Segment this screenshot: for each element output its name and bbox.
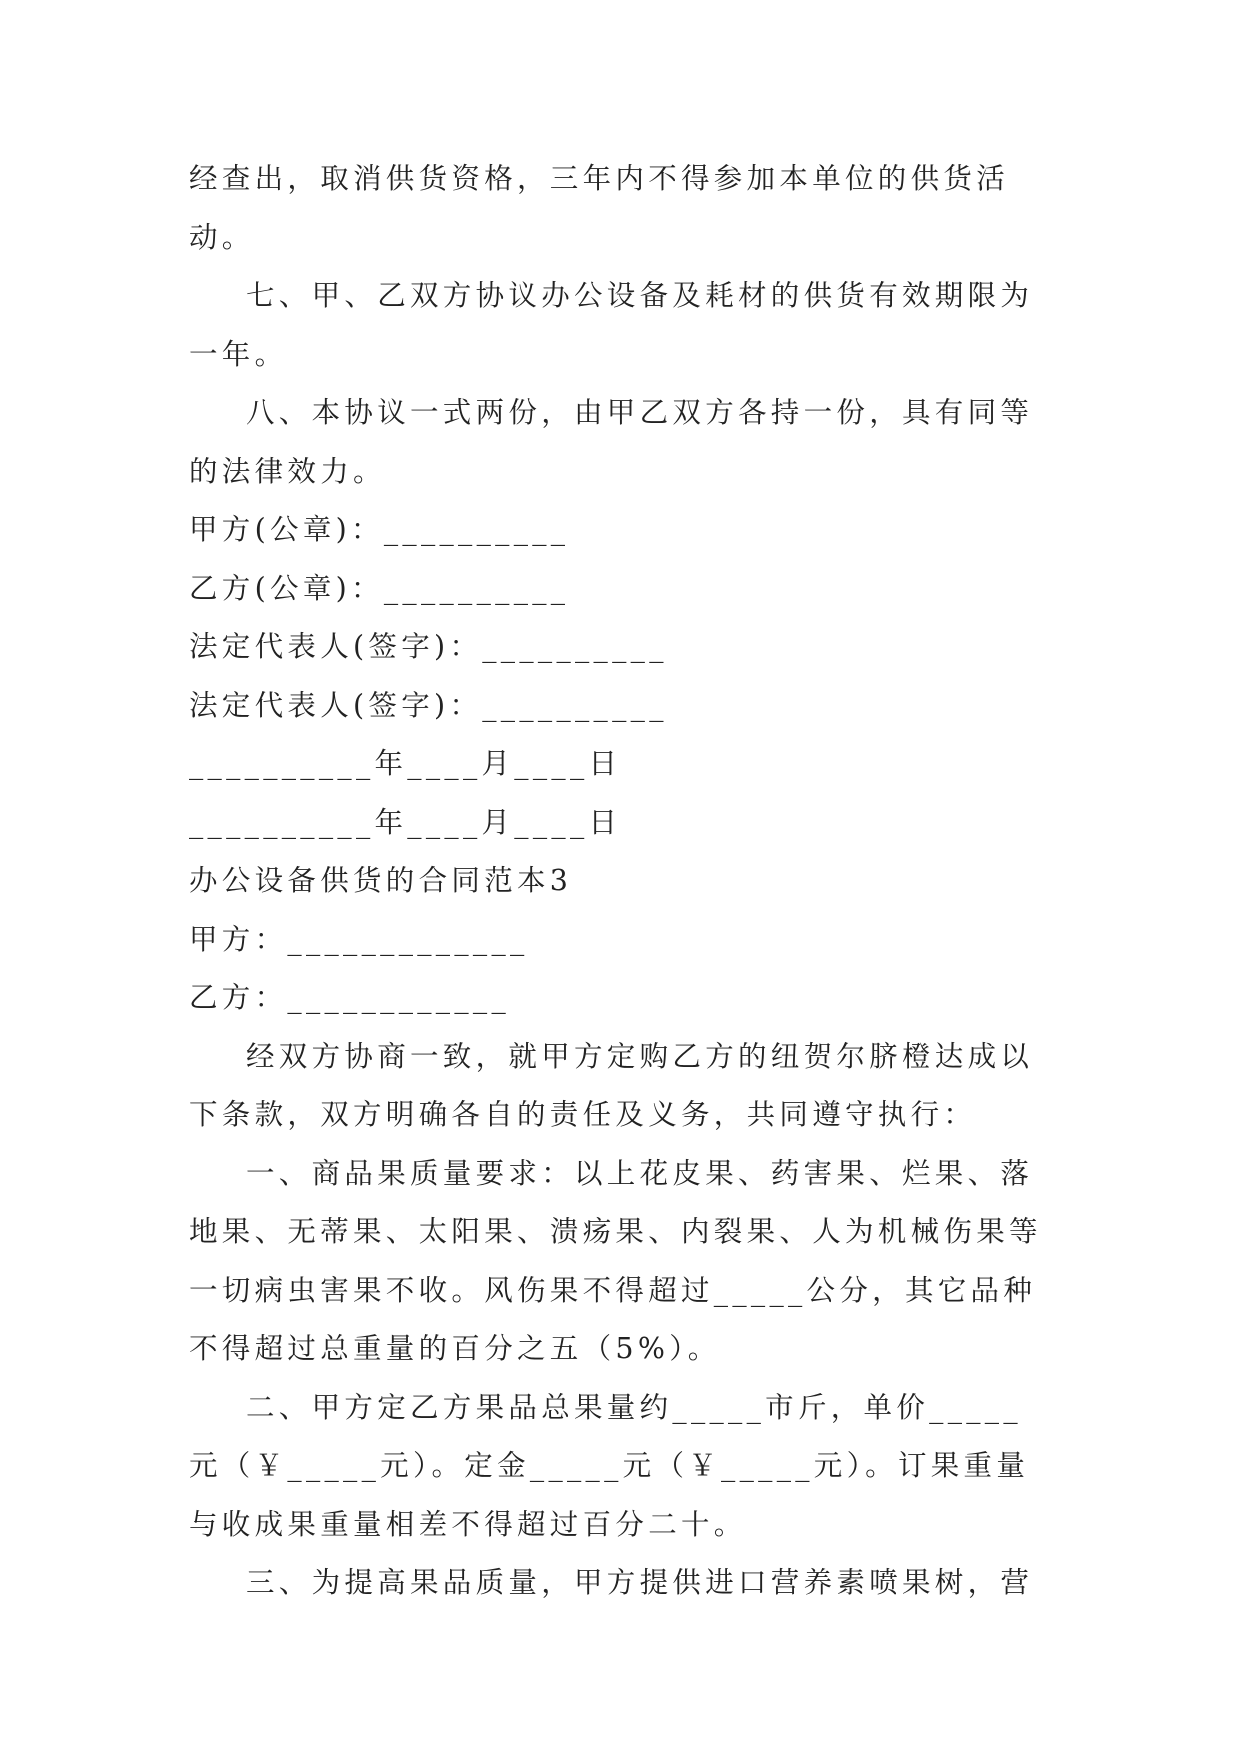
- document-body: [189, 150, 1053, 1613]
- paragraph-clause-1-quality: 一、商品果质量要求：以上花皮果、药害果、烂果、落地果、无蒂果、太阳果、溃疡果、内裂果、人为机械伤果等一切病虫害果不收。风伤果不得超过_____公分，其它品种不得超过总重量的百分之五（5%）。: [189, 1156, 1042, 1365]
- paragraph-copies: 八、本协议一式两份，由甲乙双方各持一份，具有同等的法律效力。: [189, 396, 1034, 488]
- paragraph-validity-term: 七、甲、乙双方协议办公设备及耗材的供货有效期限为一年。: [189, 279, 1034, 371]
- paragraph-clause-2-price: 二、甲方定乙方果品总果量约_____市斤，单价_____元（￥_____元）。定金_____元（￥_____元）。订果重量与收成果重量相差不得超过百分二十。: [189, 1390, 1030, 1541]
- date-line-b: __________年____月____日: [189, 805, 622, 839]
- signature-party-b-seal: 乙方(公章)：__________: [189, 571, 570, 605]
- signature-representative-b: 法定代表人(签字)：__________: [189, 688, 668, 722]
- paragraph-intro: 经双方协商一致，就甲方定购乙方的纽贺尔脐橙达成以下条款，双方明确各自的责任及义务，共同遵守执行：: [189, 1039, 1034, 1131]
- signature-party-a-seal: 甲方(公章)：__________: [189, 513, 570, 546]
- party-b-line: 乙方：____________: [189, 981, 511, 1014]
- section-title-template-3: 办公设备供货的合同范本3: [189, 864, 573, 897]
- signature-representative-a: 法定代表人(签字)：__________: [189, 630, 668, 663]
- paragraph-excluded-suppliers: 经查出，取消供货资格，三年内不得参加本单位的供货活动。: [189, 162, 1010, 254]
- date-line-a: __________年____月____日: [189, 747, 622, 780]
- party-a-line: 甲方：_____________: [189, 922, 529, 956]
- paragraph-clause-3-nutrients: 三、为提高果品质量，甲方提供进口营养素喷果树，营: [246, 1566, 1034, 1599]
